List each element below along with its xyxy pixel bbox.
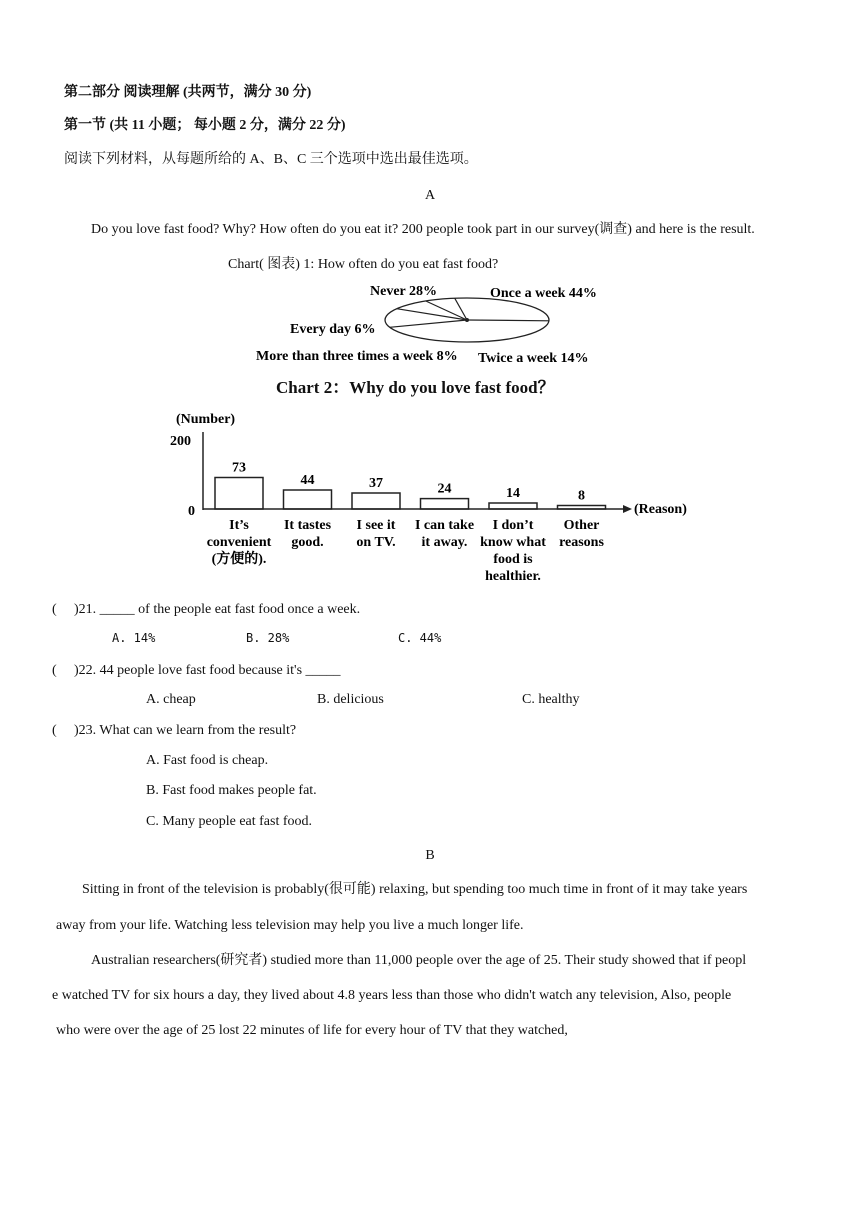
category-label: good. [291,535,324,550]
q21-paren: ( [52,602,57,617]
passage-a-label: A [424,188,436,203]
category-label: It’s [229,518,249,533]
category-label: I can take [414,518,475,533]
q21-stem: )21. _____ of the people eat fast food once a week. [74,602,361,617]
category-label: food is [493,552,533,567]
passage-b-line: who were over the age of 25 lost 22 minutes of life for every hour of TV that they watched, [56,1023,568,1038]
pie-chart [250,278,610,368]
y-axis-label: (Number) [176,412,236,427]
category-label: it away. [421,535,468,550]
pie-slice-edge [390,320,467,327]
x-axis-label: (Reason) [634,502,687,517]
category-label: healthier. [485,569,541,584]
q21-option-b[interactable]: B. 28% [246,631,290,645]
instruction-text: 阅读下列材料，从每题所给的 A、B、C 三个选项中选出最佳选项。 [64,152,478,167]
passage-b-line: e watched TV for six hours a day, they lived about 4.8 years less than those who didn't watch any television, Also, people [52,988,732,1003]
q22-option-c[interactable]: C. healthy [522,692,580,707]
q22-option-b[interactable]: B. delicious [317,692,384,707]
section-heading: 第一节 (共 11 小题； 每小题 2 分，满分 22 分) [64,118,346,133]
chart2-title: Chart 2：Why do you love fast food？ [276,378,555,397]
bar-value-label: 14 [506,486,520,501]
q23-stem: )23. What can we learn from the result? [74,723,297,738]
category-label: I see it [356,518,396,533]
bar [489,503,537,509]
q23-option-c[interactable]: C. Many people eat fast food. [146,814,313,829]
x-axis-arrow [623,505,632,513]
q21-option-c[interactable]: C. 44% [398,631,442,645]
y-tick-200: 200 [170,434,191,449]
q23-option-a[interactable]: A. Fast food is cheap. [146,753,269,768]
passage-b-line: Sitting in front of the television is probably(很可能) relaxing, but spending too much time in front of it may take years [82,882,748,897]
pie-label-once-a-week: Once a week 44% [490,286,597,301]
q23-paren: ( [52,723,57,738]
category-label: convenient [206,535,272,550]
passage-b-line: Australian researchers(研究者) studied more than 11,000 people over the age of 25. Their study showed that if peopl [91,953,747,968]
category-label: I don’t [492,518,534,533]
bar-value-label: 73 [232,460,246,476]
bar-value-label: 8 [578,488,585,504]
bar [284,490,332,509]
bar [215,478,263,510]
category-label: on TV. [356,535,396,550]
category-label: reasons [559,535,604,550]
bar [558,506,606,510]
category-label: Other [563,518,600,533]
bar [421,499,469,509]
pie-label-more-than-three: More than three times a week 8% [256,349,458,364]
bar-value-label: 24 [437,481,452,497]
q21-option-a[interactable]: A. 14% [112,631,156,645]
pie-center [465,318,469,322]
category-label: know what [480,535,546,550]
q22-option-a[interactable]: A. cheap [146,692,196,707]
pie-label-never: Never 28% [370,284,437,299]
category-label: It tastes [283,518,332,533]
passage-a-intro: Do you love fast food? Why? How often do you eat it? 200 people took part in our survey(调查) and here is the result. [91,222,755,237]
q23-option-b[interactable]: B. Fast food makes people fat. [146,783,317,798]
bar [352,493,400,509]
pie-slice-edge [467,320,549,321]
passage-b-label: B [425,848,435,863]
pie-slice-edge [397,309,467,320]
pie-label-twice-a-week: Twice a week 14% [478,351,589,366]
bar-value-label: 44 [300,473,315,488]
bar-chart [160,402,700,587]
chart1-title: Chart( 图表) 1: How often do you eat fast food? [228,257,499,272]
pie-label-every-day: Every day 6% [290,322,376,337]
bar-value-label: 37 [369,476,383,491]
q22-paren: ( [52,663,57,678]
category-label: (方便的). [211,552,267,567]
q22-stem: )22. 44 people love fast food because it's _____ [74,663,341,678]
part-heading: 第二部分 阅读理解 (共两节，满分 30 分) [64,85,312,100]
y-tick-0: 0 [188,504,195,519]
passage-b-line: away from your life. Watching less television may help you live a much longer life. [56,918,524,933]
